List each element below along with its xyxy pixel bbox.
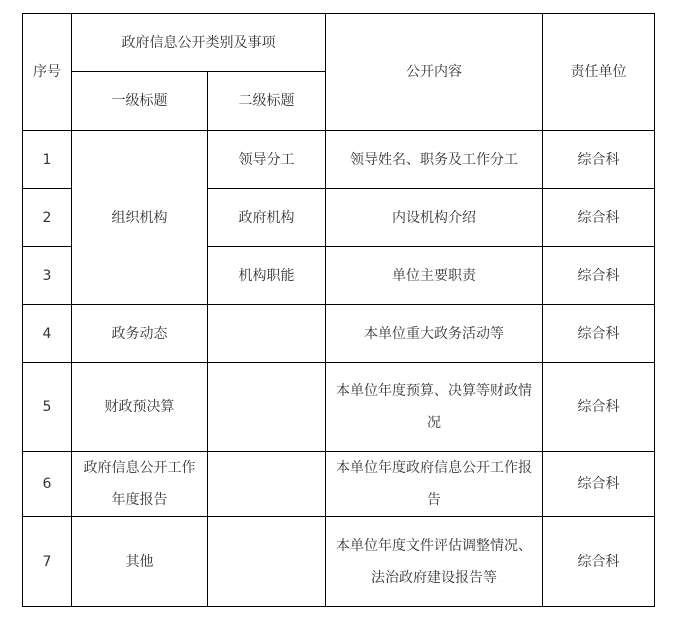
row-content: 本单位年度文件评估调整情况、法治政府建设报告等 (326, 517, 543, 607)
row-unit: 综合科 (543, 517, 655, 607)
row-unit: 综合科 (543, 131, 655, 189)
row-unit: 综合科 (543, 189, 655, 247)
row-level1: 组织机构 (72, 131, 208, 305)
row-level2: 政府机构 (208, 189, 326, 247)
row-seq: 6 (23, 452, 72, 517)
header-category-group: 政府信息公开类别及事项 (72, 14, 326, 72)
row-unit: 综合科 (543, 305, 655, 363)
row-content: 本单位年度政府信息公开工作报告 (326, 452, 543, 517)
row-level2 (208, 452, 326, 517)
row-level2: 机构职能 (208, 247, 326, 305)
disclosure-table (22, 13, 655, 607)
row-unit: 综合科 (543, 452, 655, 517)
row-seq: 3 (23, 247, 72, 305)
row-seq: 2 (23, 189, 72, 247)
table-row (23, 305, 655, 363)
row-seq: 1 (23, 131, 72, 189)
row-unit: 综合科 (543, 247, 655, 305)
row-level1: 政府信息公开工作年度报告 (72, 452, 208, 517)
header-row-1 (23, 14, 655, 72)
header-unit: 责任单位 (543, 14, 655, 131)
row-seq: 4 (23, 305, 72, 363)
row-level1: 其他 (72, 517, 208, 607)
row-content: 单位主要职责 (326, 247, 543, 305)
row-seq: 7 (23, 517, 72, 607)
row-level2: 领导分工 (208, 131, 326, 189)
row-level1: 财政预决算 (72, 363, 208, 452)
header-content: 公开内容 (326, 14, 543, 131)
row-level2 (208, 305, 326, 363)
header-level1: 一级标题 (72, 72, 208, 131)
table-row (23, 131, 655, 189)
row-unit: 综合科 (543, 363, 655, 452)
row-content: 内设机构介绍 (326, 189, 543, 247)
row-level2 (208, 363, 326, 452)
row-content: 领导姓名、职务及工作分工 (326, 131, 543, 189)
header-seq: 序号 (23, 14, 72, 131)
header-level2: 二级标题 (208, 72, 326, 131)
table-row (23, 517, 655, 607)
table-row (23, 363, 655, 452)
row-seq: 5 (23, 363, 72, 452)
row-level2 (208, 517, 326, 607)
row-level1: 政务动态 (72, 305, 208, 363)
row-content: 本单位年度预算、决算等财政情况 (326, 363, 543, 452)
table-row (23, 452, 655, 517)
row-content: 本单位重大政务活动等 (326, 305, 543, 363)
